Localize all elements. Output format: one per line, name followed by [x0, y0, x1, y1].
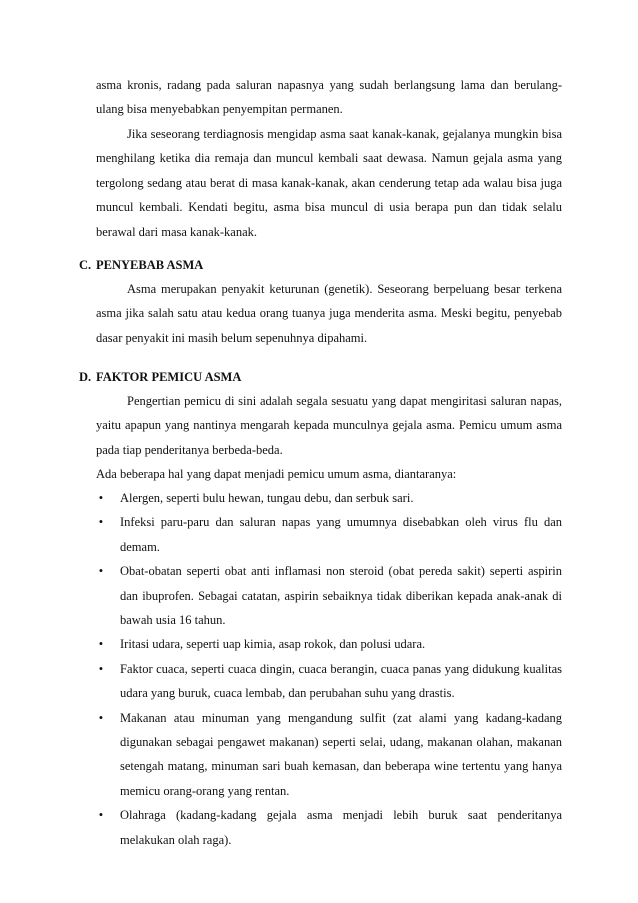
- intro-paragraph-1: asma kronis, radang pada saluran napasnya yang sudah berlangsung lama dan berulang-ulang bisa menyebabkan penyempitan permanen.: [96, 78, 562, 117]
- intro-paragraph-2: Jika seseorang terdiagnosis mengidap asma saat kanak-kanak, gejalanya mungkin bisa menghilang ketika dia remaja dan muncul kembali saat dewasa. Namun gejala asma yang tergolong sedang atau berat di masa kanak-kanak, akan cenderung tetap ada walau bisa juga muncul kembali. Kendati begitu, asma bisa muncul di usia berapa pun dan tidak selalu berawal dari masa kanak-kanak.: [96, 127, 562, 239]
- section-c-heading: [79, 257, 203, 273]
- bullet-icon: •: [98, 515, 104, 530]
- section-c-letter: C.: [79, 258, 92, 272]
- bullet-icon: •: [98, 808, 104, 823]
- bullet-icon: •: [98, 637, 104, 652]
- section-d-heading: [79, 369, 241, 385]
- list-item: [96, 632, 562, 656]
- list-item-text: Alergen, seperti bulu hewan, tungau debu, dan serbuk sari.: [120, 491, 414, 505]
- list-item: [96, 559, 562, 632]
- list-item: [96, 706, 562, 804]
- section-d-paragraph-1: Pengertian pemicu di sini adalah segala sesuatu yang dapat mengiritasi saluran napas, yaitu apapun yang nantinya mengarah kepada munculnya gejala asma. Pemicu umum asma pada tiap penderitanya berbeda-beda.: [96, 394, 562, 457]
- list-item: [96, 657, 562, 706]
- list-item-text: Obat-obatan seperti obat anti inflamasi non steroid (obat pereda sakit) seperti aspirin dan ibuprofen. Sebagai catatan, aspirin sebaiknya tidak diberikan kepada anak-anak di bawah usia 16 tahun.: [120, 564, 562, 628]
- section-c-paragraph: Asma merupakan penyakit keturunan (genetik). Seseorang berpeluang besar terkena asma jika salah satu atau kedua orang tuanya juga menderita asma. Meski begitu, penyebab dasar penyakit ini masih belum sepenuhnya dipahami.: [96, 282, 562, 345]
- list-item-text: Iritasi udara, seperti uap kimia, asap rokok, dan polusi udara.: [120, 637, 426, 652]
- section-d-title: FAKTOR PEMICU ASMA: [96, 370, 242, 384]
- trigger-list: [96, 486, 562, 852]
- bullet-icon: •: [98, 564, 104, 579]
- list-item: [96, 510, 562, 559]
- list-item-text: Faktor cuaca, seperti cuaca dingin, cuaca berangin, cuaca panas yang didukung kualitas udara yang buruk, cuaca lembab, dan perubahan suhu yang drastis.: [120, 661, 562, 701]
- list-item: [96, 803, 562, 852]
- list-item-text: Olahraga (kadang-kadang gejala asma menjadi lebih buruk saat penderitanya melakukan olah raga).: [120, 808, 562, 847]
- section-d-paragraph-2: Ada beberapa hal yang dapat menjadi pemicu umum asma, diantaranya:: [96, 467, 457, 481]
- list-item: [96, 486, 562, 510]
- bullet-icon: •: [98, 710, 104, 725]
- section-d-letter: D.: [79, 370, 92, 384]
- section-c-title: PENYEBAB ASMA: [96, 258, 204, 272]
- bullet-icon: •: [98, 491, 104, 505]
- list-item-text: Infeksi paru-paru dan saluran napas yang umumnya disebabkan oleh virus flu dan demam.: [120, 515, 562, 554]
- list-item-text: Makanan atau minuman yang mengandung sulfit (zat alami yang kadang-kadang digunakan sebagai pengawet makanan) seperti selai, udang, makanan olahan, makanan setengah matang, minuman sari buah kemasan, dan beberapa wine tertentu yang hanya memicu orang-orang yang rentan.: [120, 710, 562, 798]
- bullet-icon: •: [98, 661, 104, 676]
